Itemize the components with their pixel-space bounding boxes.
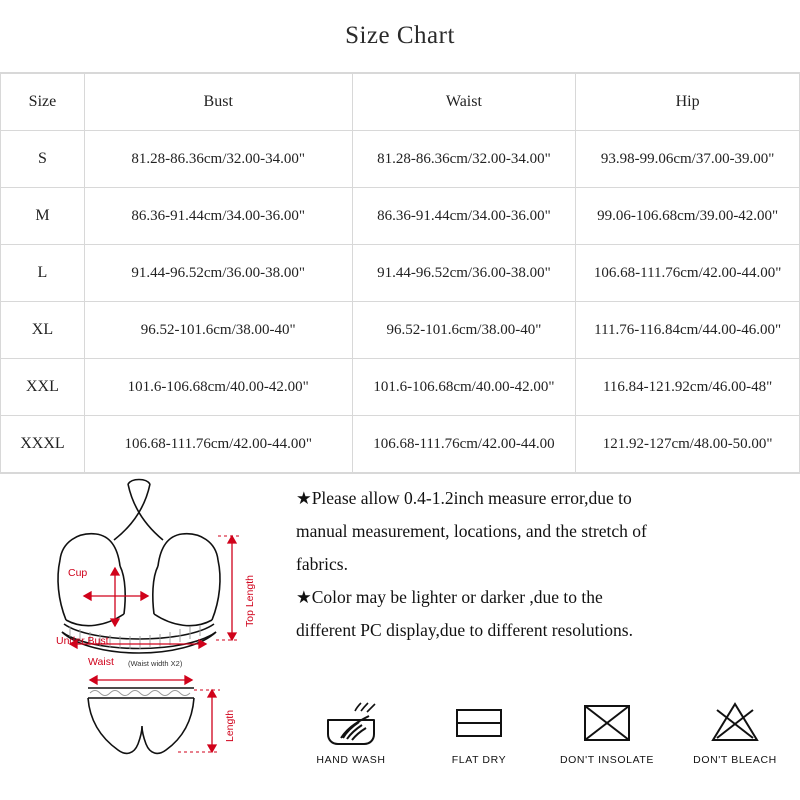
cell-hip: 93.98-99.06cm/37.00-39.00": [576, 131, 800, 188]
column-header-hip: Hip: [576, 74, 800, 131]
column-header-waist: Waist: [352, 74, 576, 131]
note-line: different PC display,due to different resolutions.: [296, 620, 633, 640]
cell-size: L: [1, 245, 85, 302]
flat-dry-icon: [424, 694, 534, 752]
label-under-bust: Under Bust: [56, 635, 109, 647]
note-line: ★Please allow 0.4-1.2inch measure error,due to: [296, 488, 632, 508]
dont-bleach-icon: [680, 694, 790, 752]
cell-bust: 81.28-86.36cm/32.00-34.00": [84, 131, 352, 188]
care-instructions-row: [296, 694, 790, 766]
label-waist: Waist: [88, 656, 114, 668]
cell-hip: 111.76-116.84cm/44.00-46.00": [576, 302, 800, 359]
cell-waist: 106.68-111.76cm/42.00-44.00: [352, 416, 576, 473]
cell-size: XXXL: [1, 416, 85, 473]
cell-bust: 86.36-91.44cm/34.00-36.00": [84, 188, 352, 245]
cell-hip: 121.92-127cm/48.00-50.00": [576, 416, 800, 473]
cell-waist: 101.6-106.68cm/40.00-42.00": [352, 359, 576, 416]
table-row: [1, 302, 800, 359]
hand-wash-icon: [296, 694, 406, 752]
care-label: DON'T INSOLATE: [559, 754, 655, 766]
column-header-size: Size: [1, 74, 85, 131]
cell-bust: 91.44-96.52cm/36.00-38.00": [84, 245, 352, 302]
care-item-flat-dry: [424, 694, 534, 766]
notes-section: [278, 474, 800, 774]
care-label: DON'T BLEACH: [693, 754, 777, 766]
cell-bust: 96.52-101.6cm/38.00-40": [84, 302, 352, 359]
care-label: FLAT DRY: [451, 754, 507, 766]
cell-hip: 106.68-111.76cm/42.00-44.00": [576, 245, 800, 302]
cell-waist: 91.44-96.52cm/36.00-38.00": [352, 245, 576, 302]
label-waist-note: (Waist width X2): [128, 659, 183, 668]
size-chart-table: [0, 73, 800, 473]
note-line: manual measurement, locations, and the stretch of: [296, 521, 647, 541]
cell-waist: 86.36-91.44cm/34.00-36.00": [352, 188, 576, 245]
note-line: ★Color may be lighter or darker ,due to the: [296, 587, 603, 607]
table-row: [1, 131, 800, 188]
table-row: [1, 416, 800, 473]
table-row: [1, 359, 800, 416]
care-item-dont-insolate: [552, 694, 662, 766]
page-title: Size Chart: [0, 0, 800, 73]
care-label: HAND WASH: [316, 754, 386, 766]
label-top-length: Top Length: [244, 575, 256, 627]
label-cup: Cup: [68, 567, 88, 579]
cell-size: XXL: [1, 359, 85, 416]
label-length: Length: [224, 709, 236, 742]
cell-waist: 96.52-101.6cm/38.00-40": [352, 302, 576, 359]
garment-measurement-illustration: [0, 474, 278, 774]
table-row: [1, 245, 800, 302]
cell-size: M: [1, 188, 85, 245]
dont-insolate-icon: [552, 694, 662, 752]
cell-hip: 116.84-121.92cm/46.00-48": [576, 359, 800, 416]
cell-waist: 81.28-86.36cm/32.00-34.00": [352, 131, 576, 188]
cell-bust: 106.68-111.76cm/42.00-44.00": [84, 416, 352, 473]
table-header-row: [1, 74, 800, 131]
cell-size: XL: [1, 302, 85, 359]
measurement-diagram: [0, 474, 278, 774]
care-item-hand-wash: [296, 694, 406, 766]
column-header-bust: Bust: [84, 74, 352, 131]
cell-hip: 99.06-106.68cm/39.00-42.00": [576, 188, 800, 245]
care-item-dont-bleach: [680, 694, 790, 766]
note-line: fabrics.: [296, 554, 348, 574]
cell-bust: 101.6-106.68cm/40.00-42.00": [84, 359, 352, 416]
table-row: [1, 188, 800, 245]
lower-section: [0, 473, 800, 774]
cell-size: S: [1, 131, 85, 188]
